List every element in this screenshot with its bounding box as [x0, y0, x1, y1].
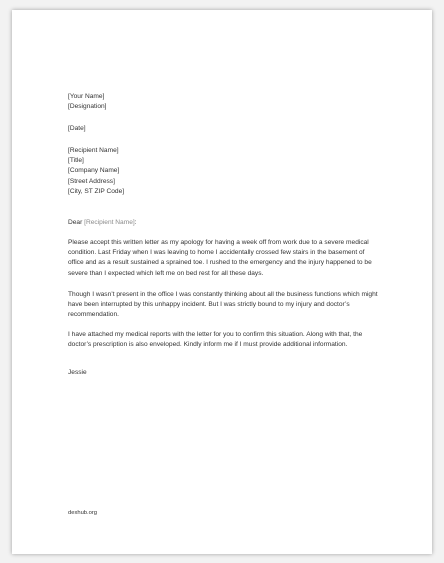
salutation-suffix: : [134, 219, 137, 226]
recipient-name: [Recipient Name] [68, 147, 119, 154]
sender-designation: [Designation] [68, 103, 107, 111]
letter-page [12, 10, 432, 554]
recipient-city: [City, ST ZIP Code] [68, 187, 125, 195]
signature-name: Jessie [68, 369, 87, 376]
recipient-street: [Street Address] [68, 177, 115, 185]
paragraph-text: Please accept this written letter as my apology for having a week off from work due to a severe medical condition. Last Friday when I was leaving to home I accidentally crossed few stairs in the basement of office and as a result sustained a sprained toe. I rushed to the emergency and the injury happened to be severe than I expected which left me on bed rest for all these days. [68, 239, 372, 277]
recipient-company: [Company Name] [68, 167, 120, 175]
signature [68, 368, 380, 378]
sender-block [68, 92, 380, 112]
sender-name: [Your Name] [68, 93, 105, 100]
footer-source: dexhub.org [68, 510, 98, 516]
salutation-recipient-name: [Recipient Name] [84, 219, 135, 226]
salutation-prefix: Dear [68, 219, 85, 226]
recipient-block [68, 146, 380, 197]
body-paragraph-1 [68, 238, 380, 279]
body-paragraph-3 [68, 330, 380, 350]
date-block [68, 124, 380, 134]
paragraph-text: Though I wasn’t present in the office I was constantly thinking about all the business functions which might have been interrupted by this unhappy incident. But I was strictly bound to my injury and doctor’s recommendation. [68, 291, 378, 319]
salutation [68, 218, 380, 228]
letter-date: [Date] [68, 125, 86, 132]
recipient-title: [Title] [68, 157, 84, 165]
paragraph-text: I have attached my medical reports with the letter for you to confirm this situation. Along with that, the doctor’s prescription is also enveloped. Kindly inform me if I must provide additional information. [68, 331, 363, 349]
body-paragraph-2 [68, 290, 380, 321]
